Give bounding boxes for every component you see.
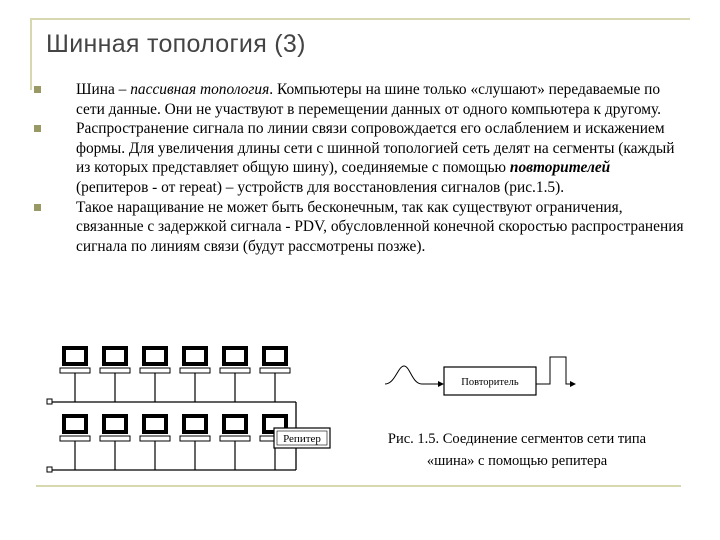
bullet-2-part-1: Распространение сигнала по линии связи сопровождается его ослаблением и искажением формы. Для увеличения длины сети с шинной топологией сеть делят на сегменты (каждый из которых представляет общую шину), соединяемые с помощью <box>76 120 675 177</box>
bullet-item-3 <box>34 198 684 257</box>
bullet-item-2 <box>34 119 684 197</box>
bullet-text-2 <box>76 120 675 196</box>
bullet-1-part-3: . Компьютеры на шине только «слушают» передаваемые по сети данные. Они не участвуют в перемещении данных от одного компьютера к другому. <box>76 81 661 118</box>
computer-icon <box>100 414 130 470</box>
computer-icon <box>60 346 90 402</box>
bullet-text-3 <box>76 199 684 255</box>
bullet-marker-icon <box>34 125 41 132</box>
restored-pulse <box>536 357 572 384</box>
computer-icon <box>220 346 250 402</box>
signal-repeater-label: Повторитель <box>461 377 519 388</box>
computer-icon <box>260 346 290 402</box>
title-frame-vertical <box>30 18 32 90</box>
figure-caption <box>352 428 682 472</box>
slide-title: Шинная топология (3) <box>46 30 306 58</box>
caption-line-1: Рис. 1.5. Соединение сегментов сети типа <box>387 431 647 447</box>
repeater-box <box>274 428 330 448</box>
bullet-marker-icon <box>34 86 41 93</box>
title-frame-horizontal <box>30 18 690 20</box>
bullet-2-part-3: (репитеров - от repeat) – устройств для восстановления сигналов (рис.1.5). <box>76 178 565 196</box>
bullet-1-part-1: Шина – <box>76 81 131 98</box>
computer-icon <box>180 346 210 402</box>
caption-line-2: «шина» с помощью репитера <box>426 453 608 469</box>
computer-icon <box>100 346 130 402</box>
bullet-2-part-2: повторителей <box>509 159 611 177</box>
bullet-list <box>34 80 684 256</box>
computer-icon <box>140 346 170 402</box>
signal-repeater-figure <box>385 357 576 395</box>
repeater-label: Репитер <box>283 433 321 445</box>
bullet-text-1 <box>76 81 661 118</box>
computer-icon <box>60 414 90 470</box>
bullet-marker-icon <box>34 204 41 211</box>
bottom-divider <box>36 485 681 487</box>
bullet-1-part-2: пассивная топология <box>130 81 270 98</box>
bus-terminator-bottom <box>47 467 52 472</box>
computer-icon <box>180 414 210 470</box>
computer-icon <box>140 414 170 470</box>
bus-terminator-top <box>47 399 52 404</box>
distorted-pulse <box>385 366 440 384</box>
bullet-3-part-1: Такое наращивание не может быть бесконечным, так как существуют ограничения, связанные с задержкой сигнала - PDV, обусловленной конечной скоростью распространения сигнала по линиям связи (будут рассмотрены позже). <box>76 198 684 255</box>
computer-icon <box>220 414 250 470</box>
computers-group <box>60 346 290 470</box>
bullet-item-1 <box>34 80 684 119</box>
